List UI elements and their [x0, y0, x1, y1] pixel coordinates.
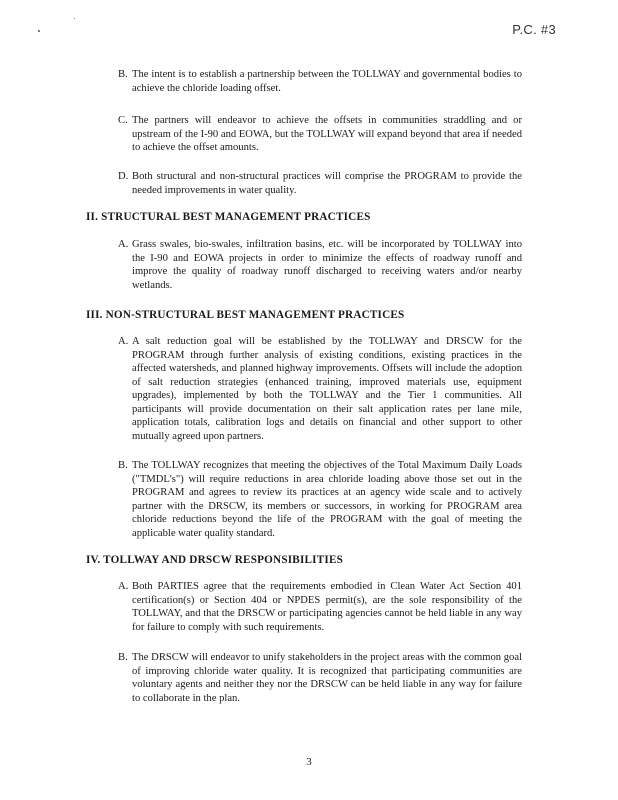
clause-text: Both structural and non-structural practices will comprise the PROGRAM to provide the needed improvements in water quality.: [132, 171, 522, 196]
clause-nonstructural-b: [118, 459, 522, 540]
clause-text: A salt reduction goal will be established by the TOLLWAY and DRSCW for the PROGRAM through further analysis of existing conditions, existing practices in the affected watersheds, and planned highway improvements. Offsets will include the adoption of salt reduction strategies (enhanced training, improved materials use, equipment upgrades), implemented by both the TOLLWAY and the Tier 1 communities. All participants will provide documentation on their salt application rates per lane mile, application totals, calibration logs and details on financial and other support to other mutually agreed upon partners.: [132, 336, 522, 442]
clause-text: The TOLLWAY recognizes that meeting the objectives of the Total Maximum Daily Loads ("TMDL's") will require reductions in area chloride loading above those set out in the PROGRAM and agrees to review its practices at an agency wide scale and to actively partner with the DRSCW, its members or successors, in working for PROGRAM area chloride reductions beyond the life of the PROGRAM with the goal of meeting the applicable water quality standard.: [132, 460, 522, 539]
clause-letter: A.: [118, 581, 129, 592]
clause-text: The intent is to establish a partnership between the TOLLWAY and governmental bodies to achieve the chloride loading offset.: [132, 69, 522, 94]
scan-speck: [38, 30, 40, 32]
clause-letter: A.: [118, 239, 129, 250]
clause-letter: C.: [118, 115, 128, 126]
clause-letter: B.: [118, 69, 128, 80]
page-number: 3: [306, 756, 312, 768]
clause-letter: A.: [118, 336, 129, 347]
clause-nonstructural-a: [118, 335, 522, 443]
clause-responsibilities-b: [118, 651, 522, 705]
section-heading-structural: II. STRUCTURAL BEST MANAGEMENT PRACTICES: [86, 211, 371, 223]
clause-structural-a: [118, 238, 522, 292]
clause-responsibilities-a: [118, 580, 522, 634]
clause-intro-b: [118, 68, 522, 95]
clause-letter: B.: [118, 652, 128, 663]
clause-letter: B.: [118, 460, 128, 471]
clause-text: The partners will endeavor to achieve the offsets in communities straddling and or upstream of the I-90 and EOWA, but the TOLLWAY will expand beyond that area if needed to achieve the offset amounts.: [132, 115, 522, 153]
clause-text: Both PARTIES agree that the requirements embodied in Clean Water Act Section 401 certification(s) or Section 404 or NPDES permit(s), are the sole responsibility of the TOLLWAY, and that the DRSCW or participating agencies cannot be held liable in any way for failure to comply with such requirements.: [132, 581, 522, 633]
clause-text: Grass swales, bio-swales, infiltration basins, etc. will be incorporated by TOLLWAY into the I-90 and EOWA projects in order to minimize the effects of roadway runoff and improve the quality of roadway runoff discharged to receiving waters and/or nearby wetlands.: [132, 239, 522, 291]
pc-label: P.C. #3: [512, 22, 556, 37]
clause-text: The DRSCW will endeavor to unify stakeholders in the project areas with the common goal of improving chloride water quality. It is recognized that participating communities are voluntary agents and neither they nor the DRSCW can be held liable in any way for failure to collaborate in the plan.: [132, 652, 522, 704]
clause-intro-c: [118, 114, 522, 155]
clause-letter: D.: [118, 171, 129, 182]
section-heading-nonstructural: III. NON-STRUCTURAL BEST MANAGEMENT PRACTICES: [86, 309, 405, 321]
clause-intro-d: [118, 170, 522, 197]
section-heading-responsibilities: IV. TOLLWAY AND DRSCW RESPONSIBILITIES: [86, 554, 344, 566]
scan-speck: [74, 18, 75, 19]
